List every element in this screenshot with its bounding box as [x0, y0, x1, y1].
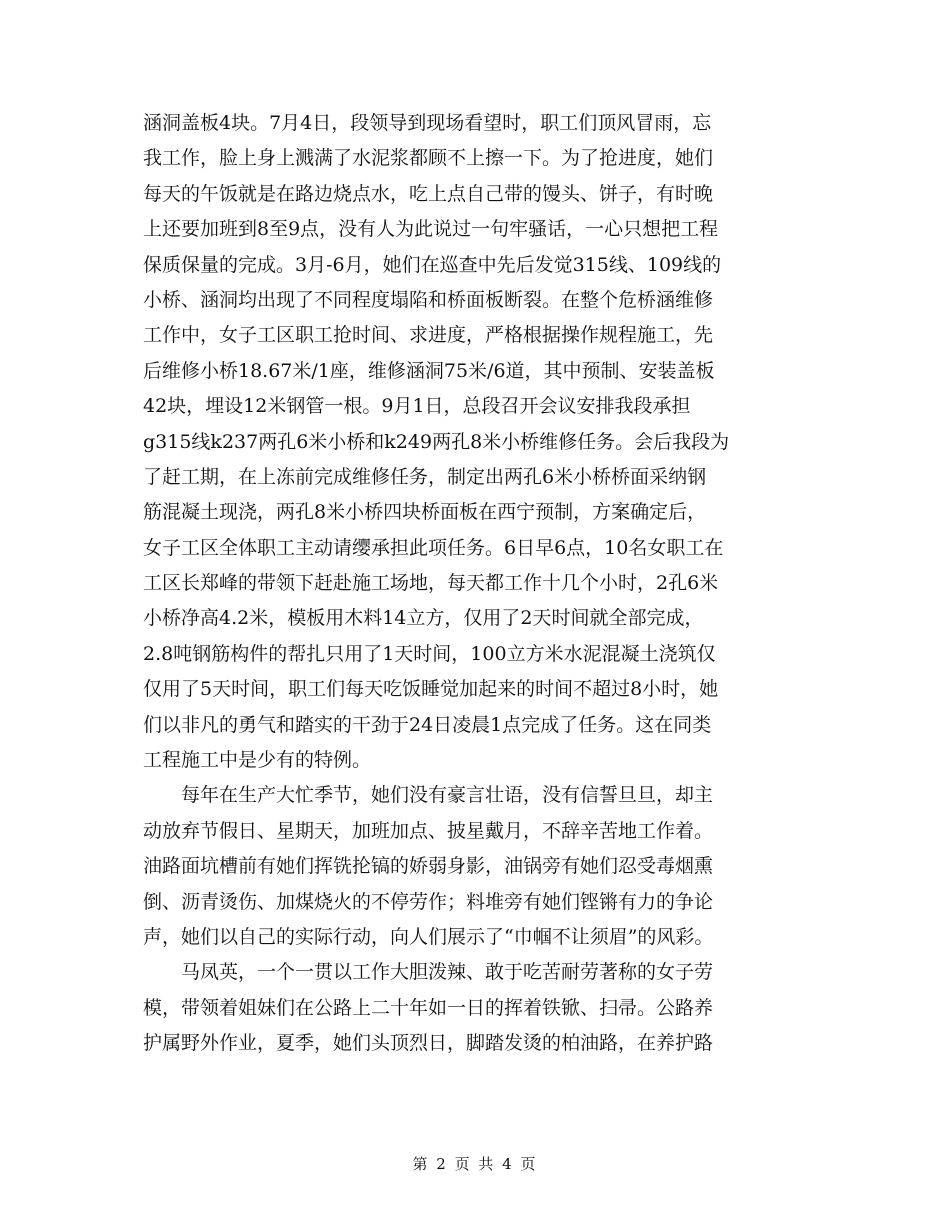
text-line: 每年在生产大忙季节，她们没有豪言壮语，没有信誓旦旦，却主 — [143, 784, 714, 807]
text-line: 42块，埋设12米钢管一根。9月1日，总段召开会议安排我段承担 — [143, 395, 691, 418]
text-line: 涵洞盖板4块。7月4日，段领导到现场看望时，职工们顶风冒雨，忘 — [143, 112, 712, 134]
text-line: 模，带领着姐妹们在公路上二十年如一日的挥着铁锨、扫帚。公路养 — [143, 996, 714, 1019]
text-line: 油路面坑槽前有她们挥铣抡镐的娇弱身影，油锅旁有她们忍受毒烟熏 — [143, 855, 714, 878]
text-line: 后维修小桥18.67米/1座，维修涵洞75米/6道，其中预制、安装盖板 — [143, 359, 715, 382]
text-line: 2.8吨钢筋构件的帮扎只用了1天时间，100立方米水泥混凝土浇筑仅 — [143, 642, 716, 665]
text-line: 我工作，脸上身上溅满了水泥浆都顾不上擦一下。为了抢进度，她们 — [143, 147, 714, 170]
text-line: g315线k237两孔6米小桥和k249两孔8米小桥维修任务。会后我段为 — [143, 430, 730, 453]
text-line: 们以非凡的勇气和踏实的干劲于24日凌晨1点完成了任务。这在同类 — [143, 713, 712, 736]
text-line: 工区长郑峰的带领下赶赴施工场地，每天都工作十几个小时，2孔6米 — [143, 572, 719, 595]
text-line: 马凤英，一个一贯以工作大胆泼辣、敢于吃苦耐劳著称的女子劳 — [143, 961, 714, 984]
text-line: 仅用了5天时间，职工们每天吃饭睡觉加起来的时间不超过8小时，她 — [143, 678, 719, 701]
body-text — [143, 106, 808, 1062]
text-line: 筋混凝土现浇，两孔8米小桥四块桥面板在西宁预制，方案确定后， — [143, 501, 707, 524]
text-line: 小桥净高4.2米，模板用木料14立方，仅用了2天时间就全部完成， — [143, 607, 704, 630]
text-line: 了赶工期，在上冻前完成维修任务，制定出两孔6米小桥桥面采纳钢 — [143, 465, 707, 488]
text-line: 动放弃节假日、星期天，加班加点、披星戴月，不辞辛苦地工作着。 — [143, 819, 714, 842]
text-line: 护属野外作业，夏季，她们头顶烈日，脚踏发烫的柏油路，在养护路 — [143, 1032, 714, 1055]
text-line: 倒、沥青烫伤、加煤烧火的不停劳作；料堆旁有她们铿锵有力的争论 — [143, 890, 714, 913]
text-line: 女子工区全体职工主动请缨承担此项任务。6日早6点，10名女职工在 — [143, 536, 724, 559]
page-footer: 第 2 页 共 4 页 — [412, 1155, 538, 1173]
text-line: 声，她们以自己的实际行动，向人们展示了“巾帼不让须眉”的风彩。 — [143, 925, 714, 948]
text-line: 小桥、涵洞均出现了不同程度塌陷和桥面板断裂。在整个危桥涵维修 — [143, 288, 714, 311]
text-line: 工作中，女子工区职工抢时间、求进度，严格根据操作规程施工，先 — [143, 324, 714, 347]
text-line: 上还要加班到8至9点，没有人为此说过一句牢骚话，一心只想把工程 — [143, 218, 719, 241]
text-line: 工程施工中是少有的特例。 — [143, 749, 372, 772]
text-line: 每天的午饭就是在路边烧点水，吃上点自己带的馒头、饼子，有时晚 — [143, 182, 714, 205]
text-line: 保质保量的完成。3月-6月，她们在巡查中先后发觉315线、109线的 — [143, 253, 722, 276]
